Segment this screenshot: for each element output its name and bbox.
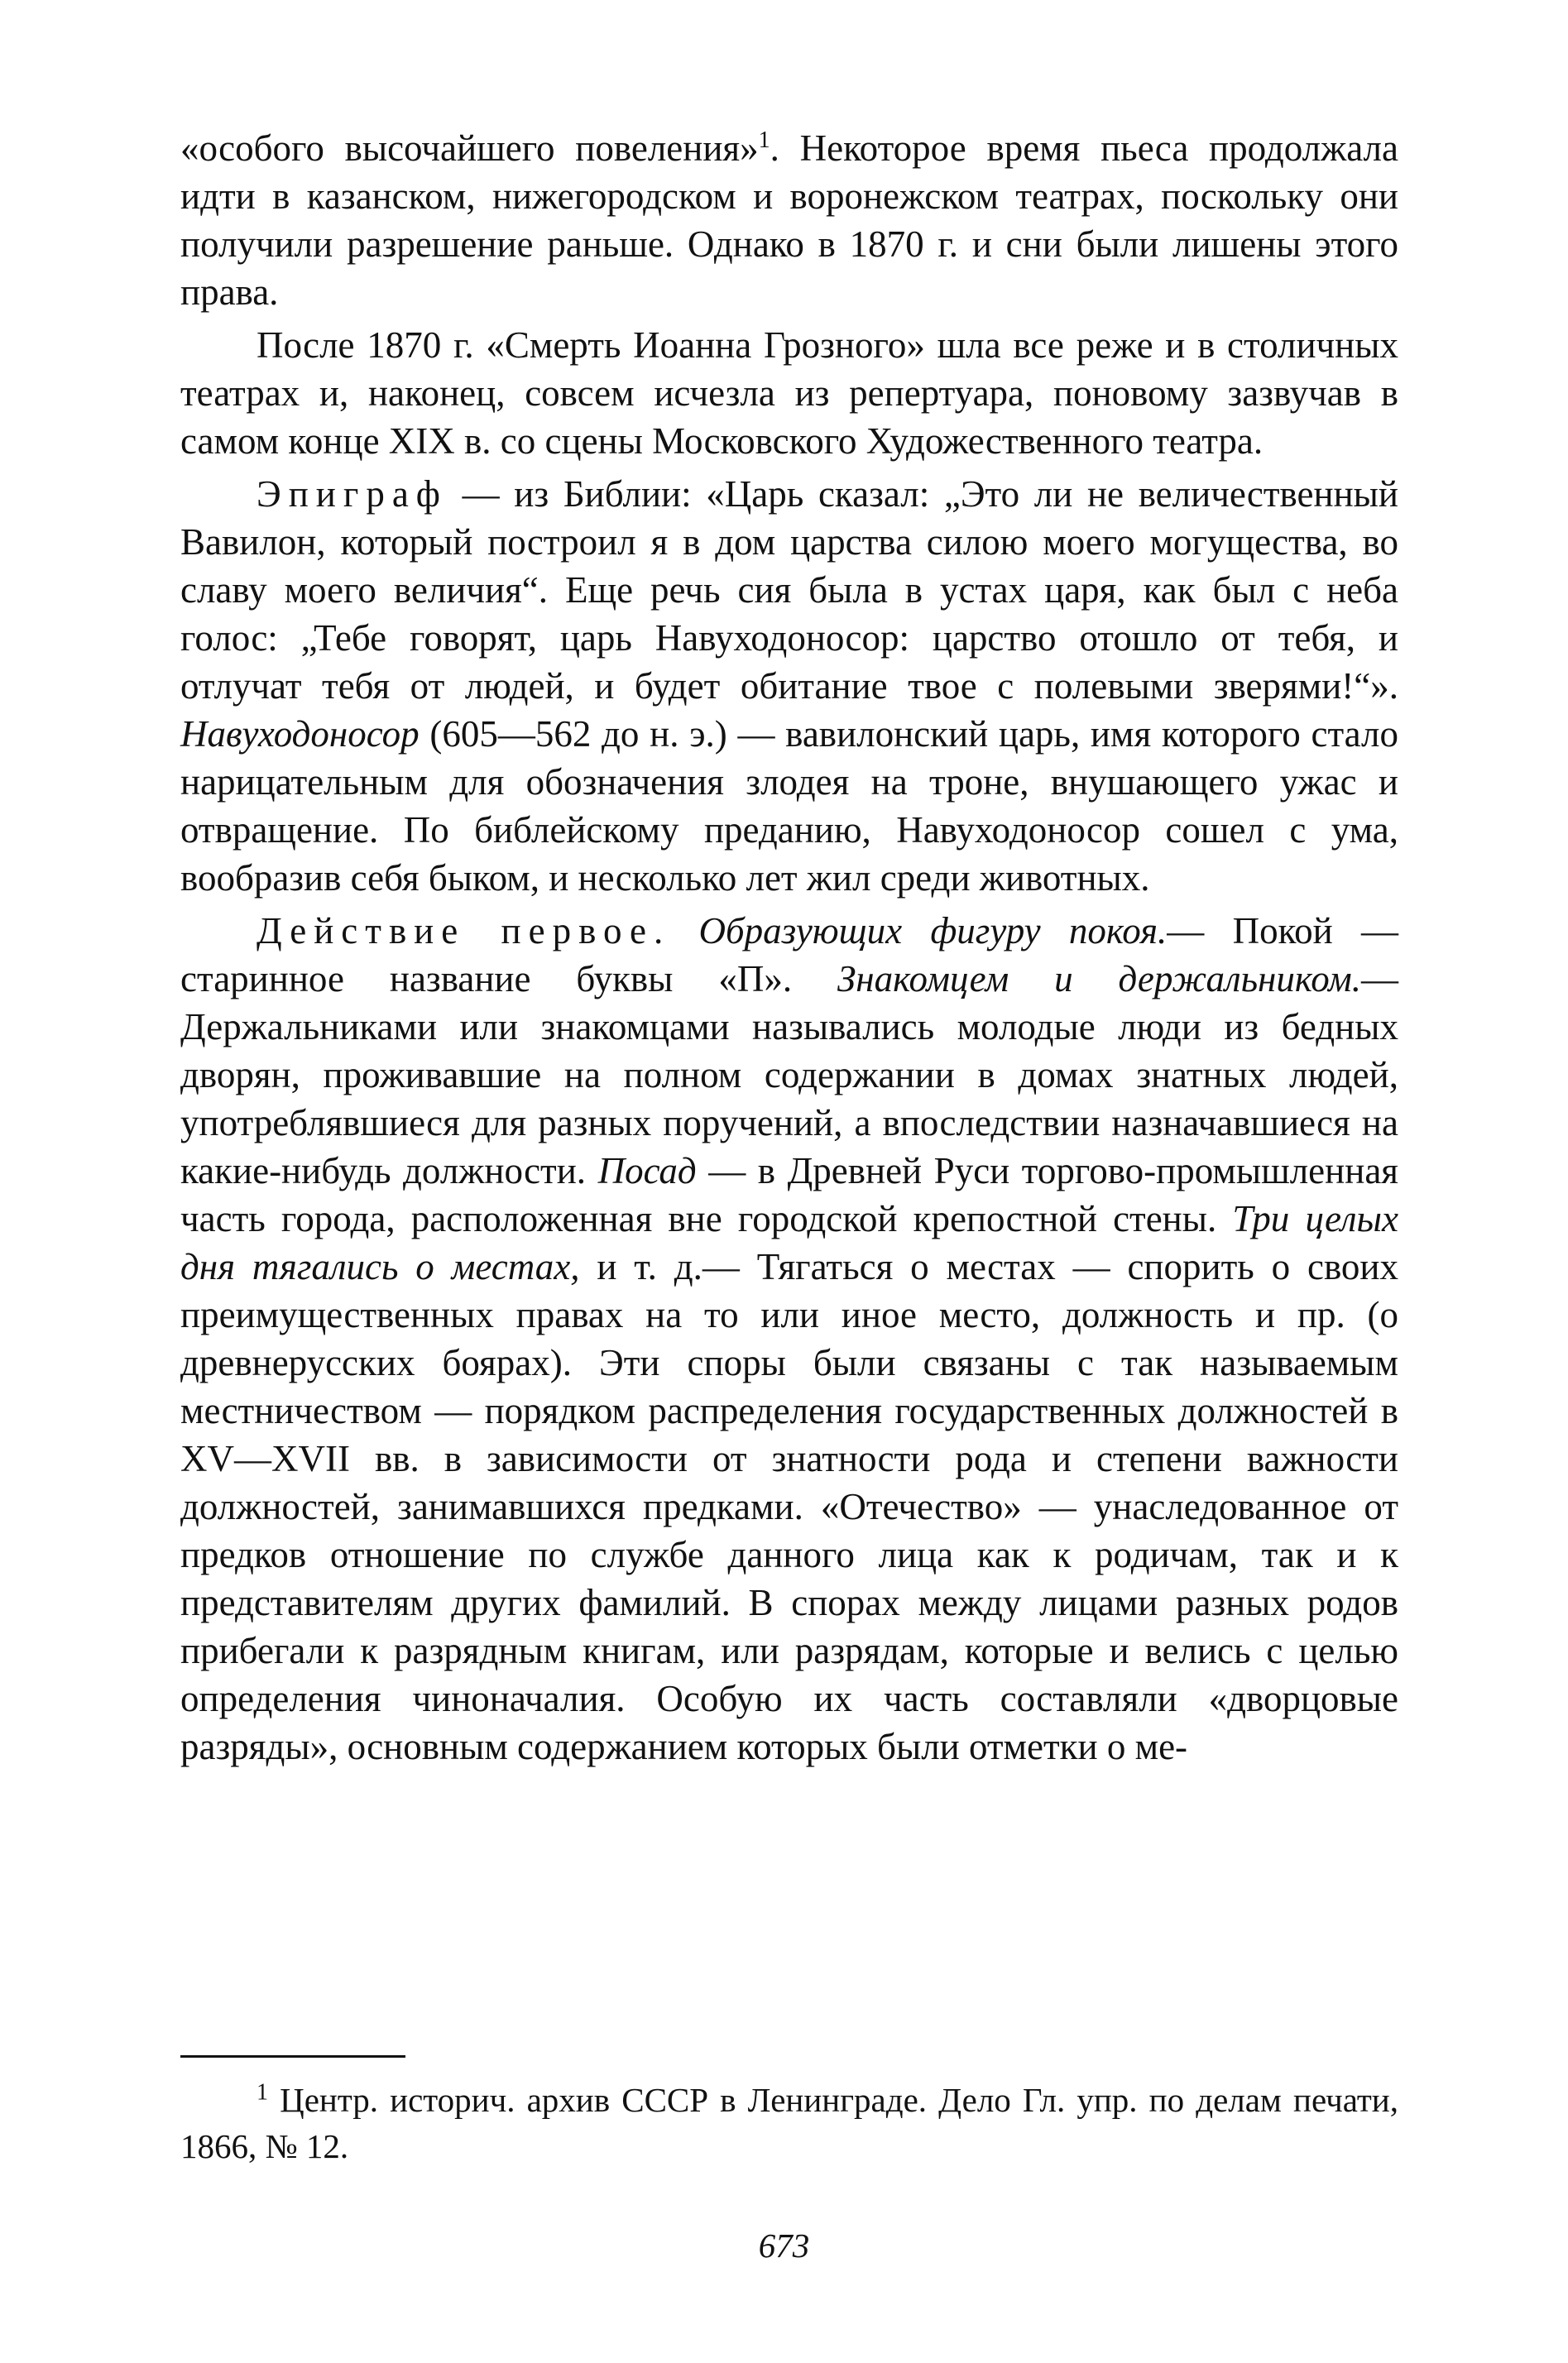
paragraph-text: — Покой — старинное название буквы «П». (180, 910, 1398, 999)
paragraph-text: — в Древней Руси торгово-промышленная часть города, расположенная вне городской крепостной стены. (180, 1150, 1398, 1239)
paragraph-2 (180, 321, 1398, 465)
footnote-text: Центр. историч. архив СССР в Ленинграде. Дело Гл. упр. по делам печати, 1866, № 12. (180, 2081, 1398, 2165)
page-number: 673 (758, 2226, 810, 2265)
paragraph-text: (605—562 до н. э.) — вавилонский царь, имя которого стало нарицательным для обозначения злодея на троне, внушающего ужас и отвращение. По библейскому преданию, Навуходоносор сошел с ума, вообразив себя быком, и несколько лет жил среди животных. (180, 713, 1398, 899)
paragraph-text: — Держальниками или знакомцами назывались молодые люди из бедных дворян, проживавшие на полном содержании в домах знатных людей, употреблявшиеся для разных поручений, а впоследствии назначавшиеся на какие-нибудь должности. (180, 958, 1398, 1191)
italic-term: Посад (597, 1150, 697, 1191)
footnote-reference: 1 (758, 127, 770, 153)
paragraph-text: — из Библии: «Царь сказал: „Это ли не величественный Вавилон, который построил я в дом царства силою моего могущества, во славу моего величия“. Еще речь сия была в устах царя, как был с неба голос: „Тебе говорят, царь Навуходоносор: царство отошло от тебя, и отлучат тебя от людей, и будет обитание твое с полевыми зверями!“». (180, 473, 1398, 707)
paragraph-text: . Некоторое время пьеса продолжала идти в казанском, нижегородском и воронежском театрах, поскольку они получили разрешение раньше. Однако в 1870 г. и сни были лишены этого права. (180, 127, 1398, 313)
paragraph-text: «особого высочайшего повеления» (180, 127, 759, 169)
paragraph-4 (180, 907, 1398, 1771)
paragraph-1 (180, 124, 1398, 316)
spaced-term: Действие первое. (257, 910, 671, 951)
footnote-mark: 1 (257, 2079, 268, 2106)
paragraph-text: После 1870 г. «Смерть Иоанна Грозного» шла все реже и в столичных театрах и, наконец, совсем исчезла из репертуара, поновому зазвучав в самом конце XIX в. со сцены Московского Художественного театра. (180, 324, 1398, 462)
italic-term: Знакомцем и держальником. (837, 958, 1361, 999)
paragraph-text: и т. д.— Тягаться о местах — спорить о своих преимущественных правах на то или иное место, должность и пр. (о древнерусских боярах). Эти споры были связаны с так называемым местничеством — порядком распределения государственных должностей в XV—XVII вв. в зависимости от знатности рода и степени важности должностей, занимавшихся предками. «Отечество» — унаследованное от предков отношение по службе данного лица как к родичам, так и к представителям других фамилий. В спорах между лицами разных родов прибегали к разрядным книгам, или разрядам, которые и велись с целью определения чиноначалия. Особую их часть составляли «дворцовые разряды», основным содержанием которых были отметки о ме- (180, 1246, 1398, 1767)
spaced-term: Эпиграф (257, 473, 448, 515)
italic-term: Навуходоносор (180, 713, 420, 755)
italic-term: Образующих фигуру покоя. (670, 910, 1168, 951)
footnote (180, 2077, 1398, 2169)
footnote-divider (180, 2055, 405, 2058)
paragraph-3 (180, 470, 1398, 902)
page-body (180, 124, 1398, 1776)
italic-term: Три целых дня тягались о местах, (180, 1198, 1398, 1287)
